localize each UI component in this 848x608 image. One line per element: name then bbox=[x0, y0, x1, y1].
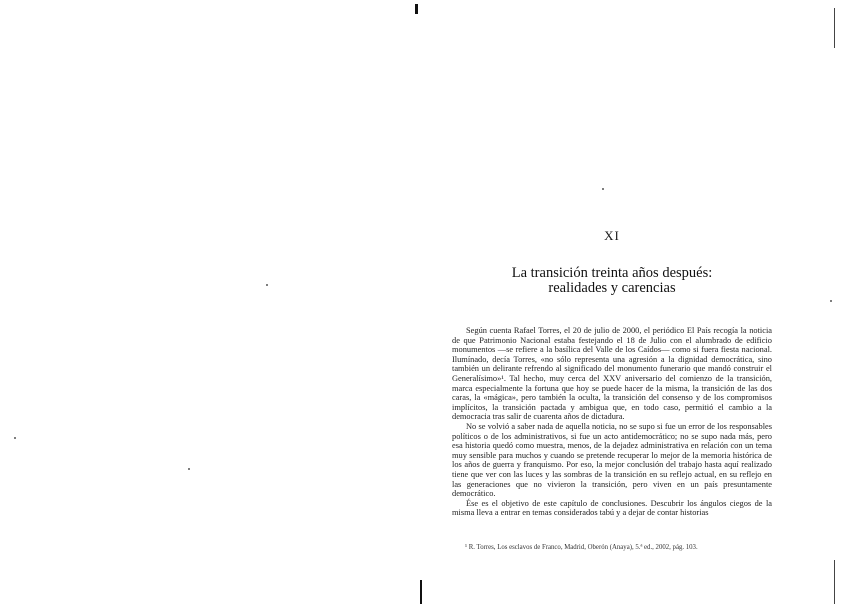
scan-speck bbox=[266, 284, 268, 286]
scan-speck bbox=[830, 300, 832, 302]
body-text bbox=[452, 326, 772, 518]
gutter-shadow-mark bbox=[415, 4, 418, 14]
page-edge-mark bbox=[834, 8, 835, 48]
page-edge-mark bbox=[834, 560, 835, 604]
chapter-title-line: realidades y carencias bbox=[548, 280, 676, 296]
scan-speck bbox=[602, 188, 604, 190]
right-page bbox=[452, 228, 772, 518]
chapter-number: XI bbox=[604, 228, 620, 243]
paragraph: Ése es el objetivo de este capítulo de conclusiones. Descubrir los ángulos ciegos de la misma lleva a entrar en temas considerados tabú y a dejar de contar historias bbox=[452, 498, 772, 518]
footnote: ¹ R. Torres, Los esclavos de Franco, Madrid, Oberón (Anaya), 5.ª ed., 2002, pág. 103. bbox=[465, 544, 698, 551]
paragraph: No se volvió a saber nada de aquella noticia, no se supo si fue un error de los responsables políticos o de los administrativos, si fue un acto antidemocrático; no se supo nada más, pero esa historia quedó como muestra, menos, de la dejadez administrativa en relación con un tema muy sensible para muchos y cuando se pretende recuperar lo mejor de la memoria histórica de los años de guerra y franquismo. Por eso, la mejor conclusión del trabajo hasta aquí realizado tiene que ver con las luces y las sombras de la transición en su reflejo actual, en su reflejo en las generaciones que no vivieron la transición, pero viven en un país presuntamente democrático. bbox=[452, 421, 772, 499]
scan-speck bbox=[14, 437, 16, 439]
chapter-title bbox=[452, 266, 772, 296]
gutter-shadow-mark bbox=[420, 580, 422, 604]
chapter-title-line: La transición treinta años después: bbox=[511, 265, 713, 281]
paragraph: Según cuenta Rafael Torres, el 20 de julio de 2000, el periódico El País recogía la noticia de que Patrimonio Nacional estaba festejando el 18 de Julio con el alumbrado de edificio monumentos —se refiere a la basílica del Valle de los Caídos— como si fuera fiesta nacional. Ilumínado, decía Torres, «no sólo representa una agresión a la dignidad democrática, sino también un delirante refrendo al significado del monumento funerario que mandó construir el Generalísimo»¹. Tal hecho, muy cerca del XXV aniversario del comienzo de la transición, marca especialmente la fortuna que hoy se puede hacer de la misma, la transición de las dos caras, la «mágica», pero también la oculta, la transición del consenso y de los compromisos implícitos, la transición pactada y ambigua que, en todo caso, permitió el cambio a la democracia tras salir de cuarenta años de dictadura. bbox=[452, 326, 772, 422]
scan-speck bbox=[188, 468, 190, 470]
